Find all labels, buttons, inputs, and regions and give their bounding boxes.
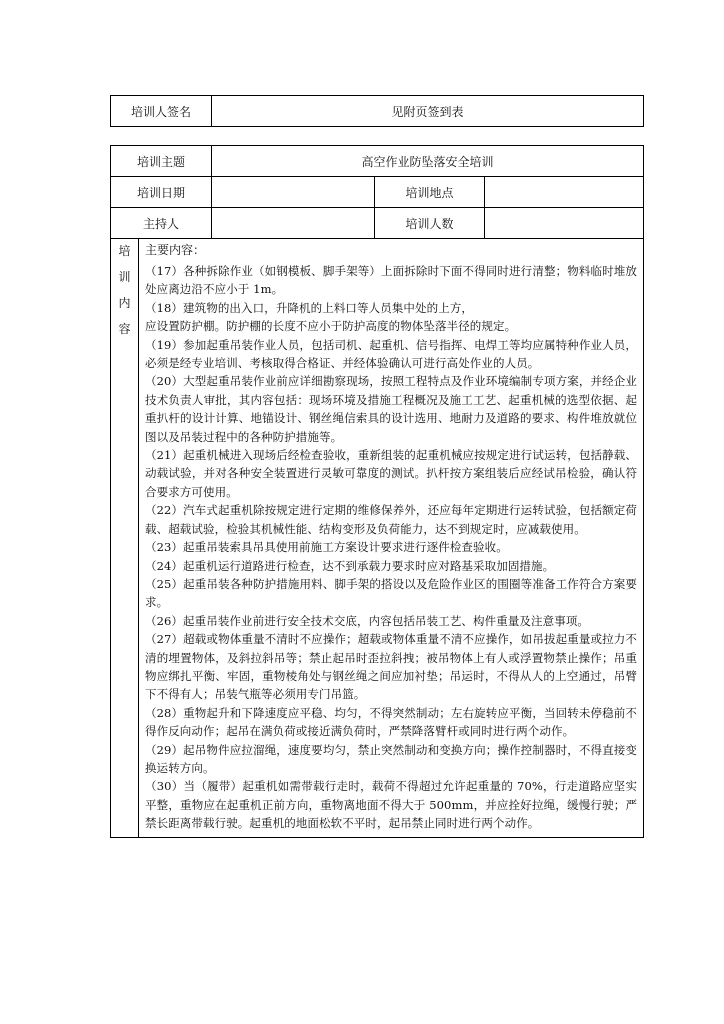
content-paragraph: （27）超载或物体重量不清时不应操作；超载或物体重量不清不应操作，如吊拔起重量或拉力不清的埋置物体，及斜拉斜吊等；禁止起吊时歪拉斜拽；被吊物体上有人或浮置物禁止操作；吊重物应绑扎平衡、牢固，重物棱角处与钢丝绳之间应加衬垫；吊运时，不得从人的上空通过，吊臂下不得有人；吊装气瓶等必须用专门吊篮。 xyxy=(145,632,638,702)
content-paragraph: （26）起重吊装作业前进行安全技术交底，内容包括吊装工艺、构件重量及注意事项。 xyxy=(145,613,590,628)
content-heading: 主要内容： xyxy=(145,243,206,257)
training-content-body xyxy=(139,239,644,838)
trainee-signature-table xyxy=(110,95,644,127)
content-paragraph: （19）参加起重吊装作业人员，包括司机、起重机、信号指挥、电焊工等均应属特种作业人员，必须是经专业培训、考核取得合格证、并经体验确认可进行高处作业的人员。 xyxy=(145,337,638,371)
training-content-label xyxy=(111,239,139,838)
content-label-char: 训 xyxy=(118,270,131,284)
attendee-count-label: 培训人数 xyxy=(375,208,485,239)
content-paragraph: （17）各种拆除作业（如钢模板、脚手架等）上面拆除时下面不得同时进行清整；物料临时堆放处应离边沿不应小于 1m。 xyxy=(145,264,638,297)
training-topic-value: 高空作业防坠落安全培训 xyxy=(212,146,644,177)
content-paragraph: （25）起重吊装各种防护措施用料、脚手架的搭设以及危险作业区的围圈等准备工作符合方案要求。 xyxy=(145,576,638,610)
trainee-signature-value: 见附页签到表 xyxy=(212,96,644,127)
trainee-signature-label: 培训人签名 xyxy=(111,96,212,127)
content-label-char: 内 xyxy=(118,296,131,310)
training-date-label: 培训日期 xyxy=(111,177,212,208)
content-paragraph: （29）起吊物件应拉溜绳，速度要均匀，禁止突然制动和变换方向；操作控制器时，不得直接变换运转方向。 xyxy=(145,742,638,775)
training-record-table xyxy=(110,145,644,838)
host-label: 主持人 xyxy=(111,208,212,239)
content-label-char: 培 xyxy=(118,244,131,258)
content-paragraph: （18）建筑物的出入口，升降机的上料口等人员集中处的上方， xyxy=(145,300,474,315)
content-paragraph-list xyxy=(145,262,637,833)
training-content-row xyxy=(111,239,644,838)
content-paragraph: （30）当（履带）起重机如需带载行走时，载荷不得超过允许起重量的 70%，行走道路应坚实平整，重物应在起重机正前方向，重物离地面不得大于 500mm，并应拴好拉绳，缓慢行驶；严禁长距离带载行驶。起重机的地面松软不平时，起吊禁止同时进行两个动作。 xyxy=(145,779,638,831)
content-paragraph: 应设置防护棚。防护棚的长度不应小于防护高度的物体坠落半径的规定。 xyxy=(145,319,517,334)
content-paragraph: （28）重物起升和下降速度应平稳、均匀，不得突然制动；左右旋转应平衡，当回转未停稳前不得作反向动作；起吊在满负荷或接近满负荷时，严禁降落臂杆或同时进行两个动作。 xyxy=(145,705,638,739)
content-paragraph: （24）起重机运行道路进行检查，达不到承载力要求时应对路基采取加固措施。 xyxy=(145,558,555,573)
training-host-row xyxy=(111,208,644,239)
attendee-count-value xyxy=(485,208,644,239)
training-date-value xyxy=(212,177,375,208)
content-paragraph: （23）起重吊装索具吊具使用前施工方案设计要求进行逐件检查验收。 xyxy=(145,540,508,555)
content-paragraph: （21）起重机械进入现场后经检查验收，重新组装的起重机械应按规定进行试运转，包括静载、动载试验，并对各种安全装置进行灵敏可靠度的测试。扒杆按方案组装后应经试吊检验，确认符合要求方可使用。 xyxy=(145,448,638,499)
content-paragraph: （22）汽车式起重机除按规定进行定期的维修保养外，还应每年定期进行运转试验，包括额定荷载、超载试验，检验其机械性能、结构变形及负荷能力，达不到规定时，应减载使用。 xyxy=(145,503,638,536)
training-location-value xyxy=(485,177,644,208)
training-location-label: 培训地点 xyxy=(375,177,485,208)
content-label-char: 容 xyxy=(118,322,131,336)
training-topic-row xyxy=(111,146,644,177)
host-value xyxy=(212,208,375,239)
training-date-row xyxy=(111,177,644,208)
content-paragraph: （20）大型起重吊装作业前应详细勘察现场，按照工程特点及作业环境编制专项方案，并经企业技术负责人审批，其内容包括：现场环境及措施工程概况及施工工艺、起重机械的选型依据、起重扒杆的设计计算、地锚设计、钢丝绳信索具的设计选用、地耐力及道路的要求、构件堆放就位图以及吊装过程中的各种防护措施等。 xyxy=(145,374,638,444)
training-topic-label: 培训主题 xyxy=(111,146,212,177)
